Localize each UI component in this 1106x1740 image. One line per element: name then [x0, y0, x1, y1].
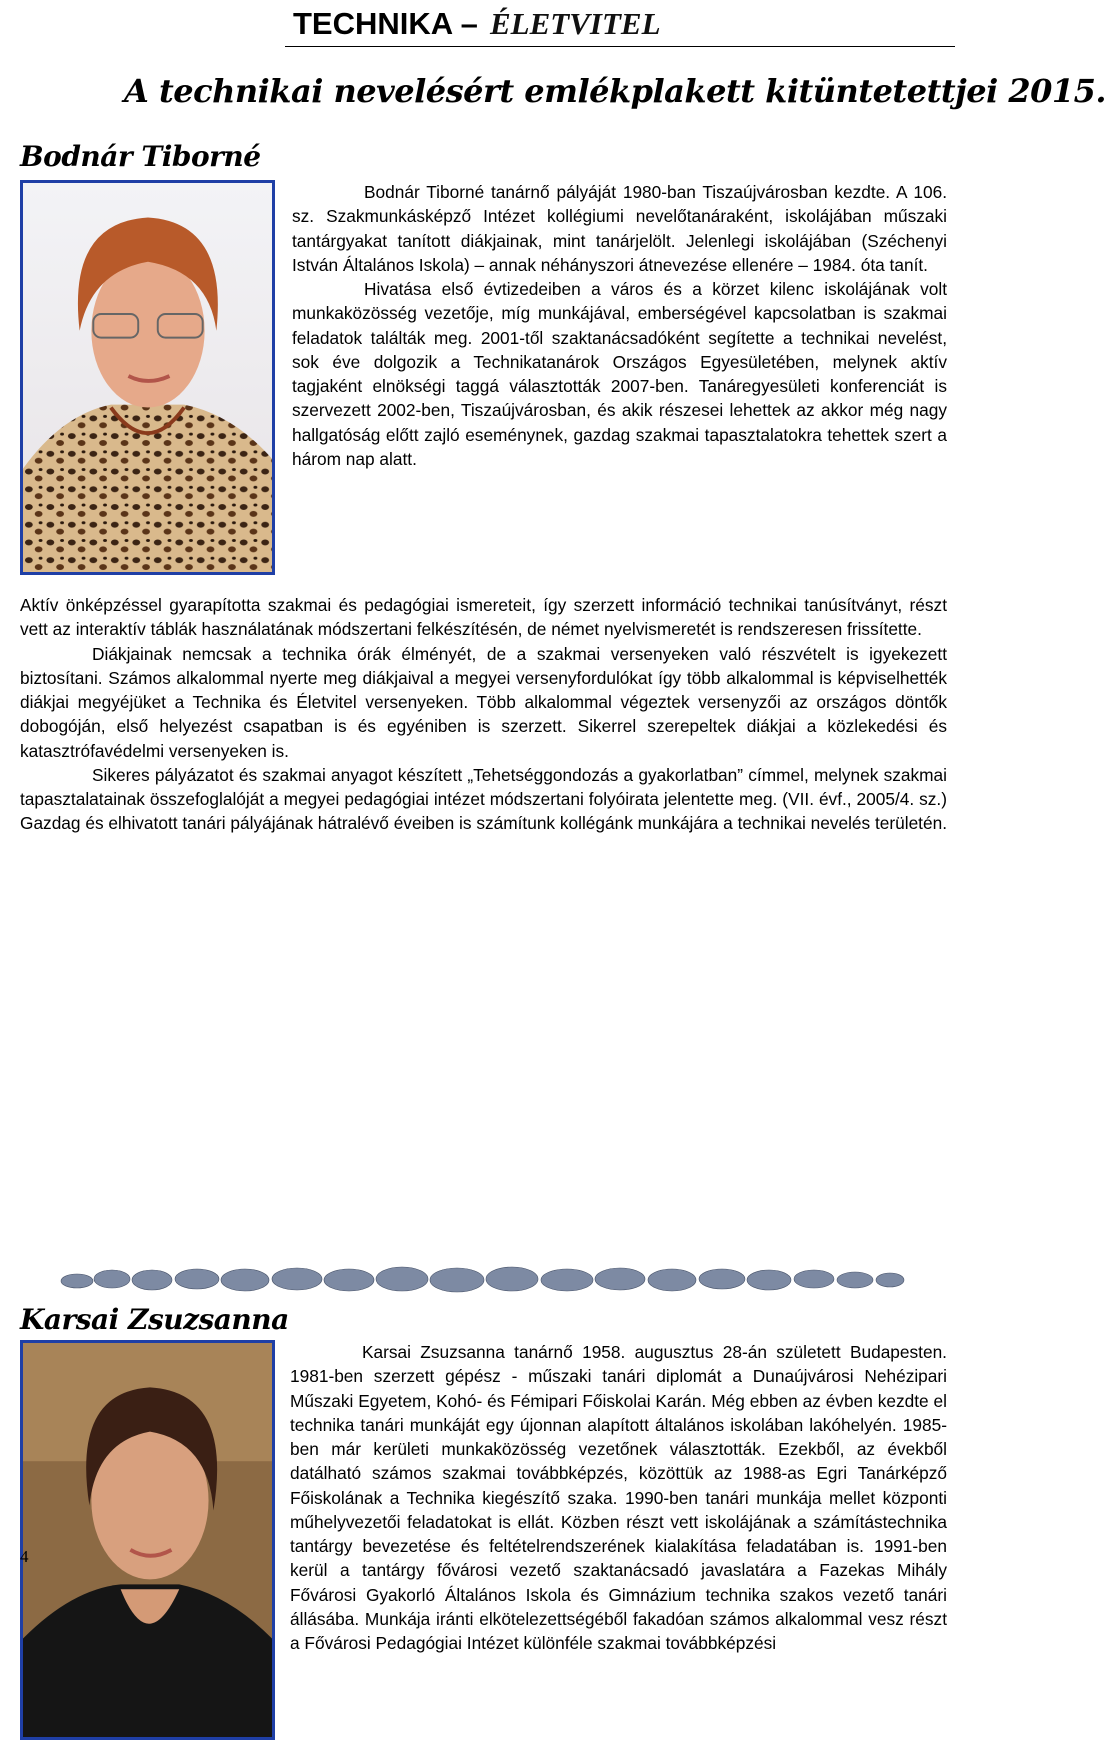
- page-header: [285, 4, 955, 47]
- person1-name: Bodnár Tiborné: [20, 140, 261, 173]
- person1-bio-top: [292, 180, 947, 471]
- person1-paragraph-5: Sikeres pályázatot és szakmai anyagot készített „Tehetséggondozás a gyakorlatban” címmel, melynek szakmai tapasztalatainak összefoglalóját a megyei pedagógiai intézet módszertani folyóirata jelentette meg. (VII. évf., 2005/4. sz.) Gazdag és elhivatott tanári pályájának hátralévő éveiben is számítunk kollégánk munkájára a technikai nevelés területén.: [20, 764, 948, 834]
- person1-paragraph-2: Hivatása első évtizedeiben a város és a körzet kilenc iskolájának volt munkaközösség vezetője, míg munkájával, emberségével kapcsolatban is szakmai feladatok találták meg. 2001-től szaktanácsadóként segítette a technikai nevelést, sok éve dolgozik a Technikatanárok Országos Egyesületében, melynek aktív tagjaként elnökségi taggá választották 2007-ben. Tanáregyesületi konferenciát is szervezett 2002-ben, Tiszaújvárosban, és akik részesei lehettek az akkor még nagy hallgatóság előtt zajló eseménynek, gazdag szakmai tapasztalatokra tehettek szert a három nap alatt.: [292, 279, 947, 469]
- person1-paragraph-1: Bodnár Tiborné tanárnő pályáját 1980-ban Tiszaújvárosban kezdte. A 106. sz. Szakmunkásképző Intézet kollégiumi nevelőtanáraként, iskolájában műszaki tantárgyakat tanított diákjainak, mint tanárjelölt. Jelenlegi iskolájában (Széchenyi István Általános Iskola) – annak néhányszori átnevezése ellenére – 1984. óta tanít.: [292, 182, 947, 275]
- person2-paragraph-1: Karsai Zsuzsanna tanárnő 1958. augusztus 28-án született Budapesten. 1981-ben szerzett gépész - műszaki tanári diplomát a Dunaújvárosi Nehézipari Műszaki Egyetem, Kohó- és Fémipari Főiskolai Karán. Még ebben az évben kezdte el technika tanári munkáját egy újonnan alapított általános iskolában lakóhelyén. 1985-ben már kerületi munkaközösség vezetőnek választották. Ezekből, az évekből datálható számos szakmai továbbképzés, közöttük az 1988-as Egri Tanárképző Főiskolának a Technika kiegészítő szaka. 1990-ben tanári munkája mellet központi műhelyvezetői feladatokat is ellát. Közben részt vett iskolájának a számítástechnika tantárgy bevezetése és feltételrendszerének kialakítása feladatában is. 1991-ben kerül a tantárgy fővárosi vezető szaktanácsadó javaslatára a Fazekas Mihály Fővárosi Gyakorló Általános Iskola és Gimnázium technika szakos vezető tanári állásába. Munkája iránti elkötelezettségéből fakadóan számos alkalommal vesz részt a Fővárosi Pedagógiai Intézet különféle szakmai továbbképzési: [290, 1342, 947, 1653]
- page-number: 4: [20, 1547, 29, 1566]
- person1-paragraph-4: Diákjainak nemcsak a technika órák élményét, de a szakmai versenyeken való részvételt is igyekezett biztosítani. Számos alkalommal nyerte meg diákjaival a megyei versenyfordulókat így több alkalommal is képviselhették diákjai megyéjüket a Technika és Életvitel versenyeken. Több alkalommal végeztek versenyzői az országos döntők dobogóján, első helyezést csapatban is és egyéniben is szerzett. Sikerrel szerepeltek diákjai a közlekedési és katasztrófavédelmi versenyeken is.: [20, 643, 947, 761]
- person2-name: Karsai Zsuzsanna: [20, 1303, 289, 1336]
- header-subsection: ÉLETVITEL: [490, 6, 661, 41]
- pebble-divider: [57, 1265, 907, 1293]
- person1-bio-bottom: [20, 593, 947, 836]
- person1-photo: [20, 180, 275, 575]
- header-section: TECHNIKA –: [293, 6, 478, 41]
- page-title: A technikai nevelésért emlékplakett kitüntetettjei 2015.: [124, 72, 1106, 110]
- person2-bio: [290, 1340, 947, 1655]
- person1-paragraph-3: Aktív önképzéssel gyarapította szakmai és pedagógiai ismereteit, így szerzett információ technikai tanúsítványt, részt vett az interaktív táblák használatának módszertani felkészítésén, de német nyelvismeretét is rendszeresen frissítette.: [20, 595, 947, 640]
- person2-photo: [20, 1340, 275, 1740]
